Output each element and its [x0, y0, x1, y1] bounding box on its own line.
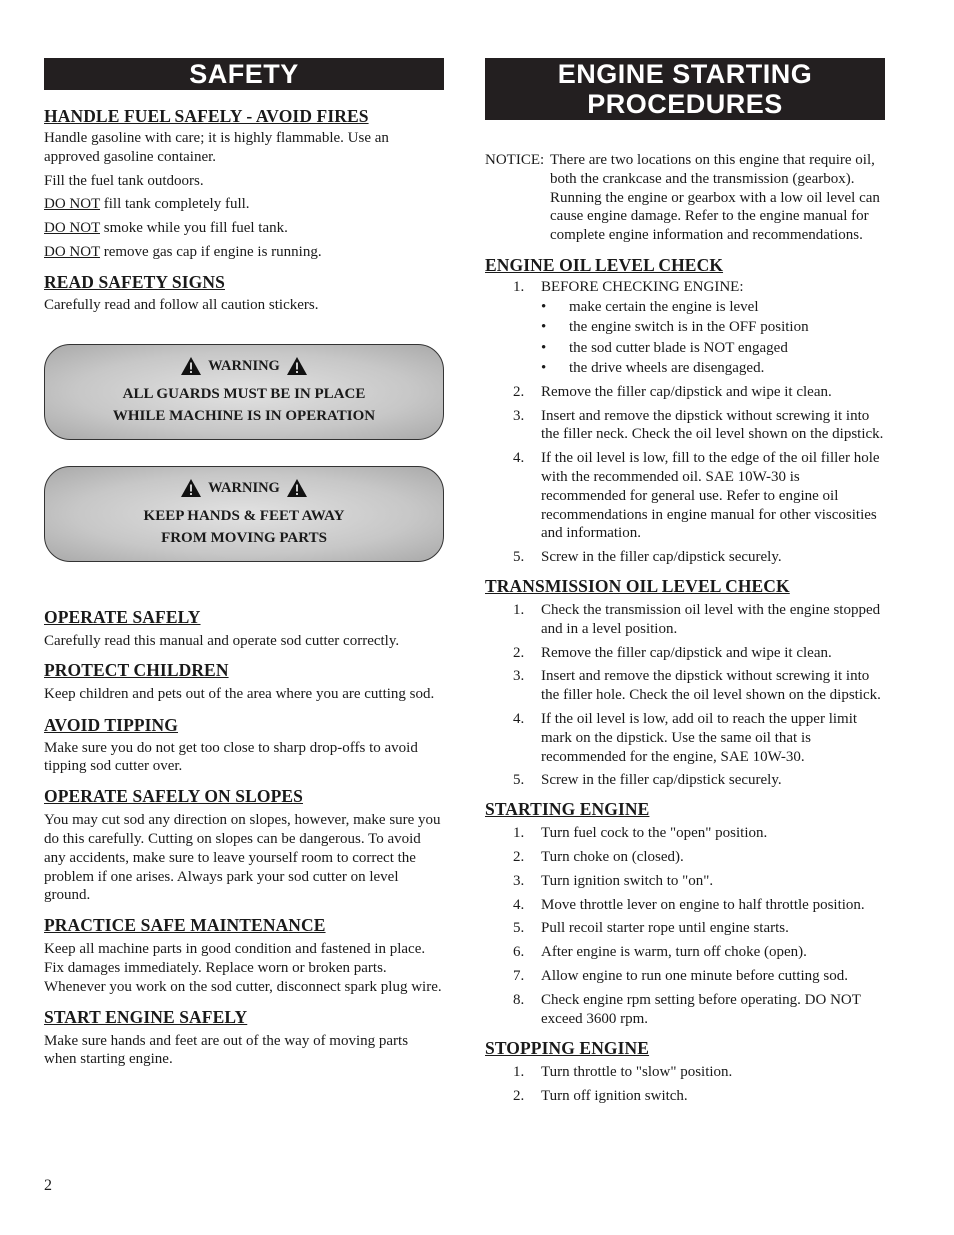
list-item	[485, 358, 885, 379]
engine-column	[485, 58, 885, 1106]
list-item	[485, 710, 885, 766]
warning-triangle-icon	[286, 356, 308, 376]
list-item	[485, 601, 885, 639]
step-number: 6.	[513, 944, 525, 961]
warning-label: WARNING	[208, 358, 280, 374]
step-text: Screw in the filler cap/dipstick securely.	[541, 772, 782, 789]
warning-plate-hands	[44, 466, 444, 562]
paragraph: Handle gasoline with care; it is highly flammable. Use an approved gasoline container.	[44, 130, 389, 165]
bullet: •	[541, 319, 547, 336]
section-heading: OPERATE SAFELY ON SLOPES	[44, 786, 303, 807]
step-number: 5.	[513, 549, 525, 566]
list-item	[485, 991, 885, 1029]
step-text: Check engine rpm setting before operating. DO NOT exceed 3600 rpm.	[541, 991, 861, 1027]
step-text: Allow engine to run one minute before cutting sod.	[541, 967, 849, 984]
step-text: Check the transmission oil level with the engine stopped and in a level position.	[541, 601, 881, 637]
step-number: 3.	[513, 668, 525, 685]
step-text: After engine is warm, turn off choke (open).	[541, 944, 807, 961]
section-heading: OPERATE SAFELY	[44, 607, 201, 627]
list-item	[485, 407, 885, 445]
list-item	[485, 297, 885, 318]
section-heading: PRACTICE SAFE MAINTENANCE	[44, 915, 326, 936]
list-item	[485, 848, 885, 867]
warning-triangle-icon	[180, 356, 202, 376]
paragraph: You may cut sod any direction on slopes, however, make sure you do this carefully. Cutting on slopes can be dangerous. To avoid any accidents, make sure to leave yourself room to correct the problem if one arises. Always park your sod cutter on level ground.	[44, 812, 441, 904]
step-number: 2.	[513, 848, 525, 865]
step-number: 3.	[513, 407, 525, 424]
list-item	[485, 338, 885, 359]
list-item	[485, 548, 885, 567]
list-item	[485, 278, 885, 297]
do-not-label: DO NOT	[44, 220, 100, 237]
list-item	[485, 872, 885, 891]
do-not-label: DO NOT	[44, 243, 100, 260]
step-number: 5.	[513, 920, 525, 937]
warning-plate-guards	[44, 344, 444, 440]
warning-title	[45, 355, 443, 377]
do-not-text: fill tank completely full.	[99, 196, 250, 213]
step-text: Insert and remove the dipstick without screwing it into the filler hole. Check the oil level shown on the dipstick.	[541, 668, 881, 704]
step-text: Turn off ignition switch.	[541, 1088, 688, 1105]
list-item	[485, 383, 885, 402]
paragraph: Fill the fuel tank outdoors.	[44, 172, 204, 189]
step-number: 2.	[513, 644, 525, 661]
banner-line: ENGINE STARTING	[557, 59, 813, 89]
step-number: 1.	[513, 601, 525, 618]
list-item	[485, 317, 885, 338]
step-text: Move throttle lever on engine to half throttle position.	[541, 896, 865, 913]
section-heading: START ENGINE SAFELY	[44, 1006, 248, 1027]
page-number: 2	[44, 1177, 52, 1194]
do-not-text: remove gas cap if engine is running.	[99, 243, 322, 260]
section-heading: TRANSMISSION OIL LEVEL CHECK	[485, 575, 790, 596]
warning-line: FROM MOVING PARTS	[161, 530, 327, 546]
transmission-oil-steps	[485, 601, 885, 790]
warning-line: ALL GUARDS MUST BE IN PLACE	[122, 386, 366, 402]
stopping-engine-steps	[485, 1063, 885, 1106]
do-not-text: smoke while you fill fuel tank.	[99, 220, 288, 237]
paragraph: Carefully read this manual and operate sod cutter correctly.	[44, 633, 400, 649]
step-number: 5.	[513, 772, 525, 789]
bullet: •	[541, 298, 547, 315]
step-number: 1.	[513, 278, 525, 295]
safety-banner: SAFETY	[44, 58, 444, 90]
list-item	[485, 771, 885, 790]
paragraph	[44, 195, 444, 214]
section-heading: STARTING ENGINE	[485, 799, 650, 820]
step-text: Remove the filler cap/dipstick and wipe it clean.	[541, 383, 832, 400]
engine-oil-steps-cont	[485, 383, 885, 567]
bullet-text: the sod cutter blade is NOT engaged	[569, 339, 788, 356]
step-text: Remove the filler cap/dipstick and wipe it clean.	[541, 644, 832, 661]
list-item	[485, 449, 885, 543]
paragraph: Keep all machine parts in good condition and fastened in place. Fix damages immediately. Replace worn or broken parts. Whenever you work on the sod cutter, disconnect spark plug wire.	[44, 941, 442, 995]
step-text: Pull recoil starter rope until engine starts.	[541, 920, 789, 937]
step-number: 2.	[513, 383, 525, 400]
paragraph: Make sure you do not get too close to sharp drop-offs to avoid tipping sod cutter over.	[44, 739, 418, 775]
paragraph: Keep children and pets out of the area where you are cutting sod.	[44, 685, 435, 702]
section-heading: PROTECT CHILDREN	[44, 659, 229, 680]
step-number: 1.	[513, 1064, 525, 1081]
bullet: •	[541, 360, 547, 377]
notice-block	[485, 151, 885, 245]
bullet-text: make certain the engine is level	[569, 298, 759, 315]
engine-banner	[485, 58, 885, 120]
list-item	[485, 896, 885, 915]
step-text: If the oil level is low, fill to the edge of the oil filler hole with the recommended oil. SAE 10W-30 is recommended for general use. Refer to engine oil recommendations in engine manual for other viscosities and information.	[541, 450, 880, 542]
warning-triangle-icon	[286, 478, 308, 498]
safety-column	[44, 58, 444, 315]
step-text: Turn choke on (closed).	[541, 848, 684, 865]
starting-engine-steps	[485, 824, 885, 1028]
notice-label: NOTICE:	[485, 152, 545, 168]
list-item	[485, 824, 885, 843]
section-heading: ENGINE OIL LEVEL CHECK	[485, 254, 724, 275]
step-number: 2.	[513, 1088, 525, 1105]
list-item	[485, 644, 885, 663]
bullet-text: the engine switch is in the OFF position	[569, 319, 809, 336]
list-item	[485, 967, 885, 986]
engine-oil-bullets	[485, 297, 885, 379]
paragraph	[44, 243, 444, 262]
bullet: •	[541, 339, 547, 356]
notice-text: There are two locations on this engine that require oil, both the crankcase and the transmission (gearbox). Running the engine or gearbox with a low oil level can cause engine damage. Refer to the engine manual for complete engine information and recommendations.	[550, 152, 880, 244]
step-text: Insert and remove the dipstick without screwing it into the filler neck. Check the oil level shown on the dipstick.	[541, 407, 884, 443]
step-text: Turn fuel cock to the "open" position.	[541, 825, 768, 842]
warning-line: KEEP HANDS & FEET AWAY	[143, 508, 345, 524]
warning-triangle-icon	[180, 478, 202, 498]
step-number: 3.	[513, 872, 525, 889]
step-number: 7.	[513, 967, 525, 984]
warning-line: WHILE MACHINE IS IN OPERATION	[112, 408, 376, 424]
paragraph: Make sure hands and feet are out of the way of moving parts when starting engine.	[44, 1032, 409, 1068]
step-text: Screw in the filler cap/dipstick securely.	[541, 549, 782, 566]
paragraph: Carefully read and follow all caution stickers.	[44, 296, 319, 313]
warning-label: WARNING	[208, 480, 280, 496]
do-not-label: DO NOT	[44, 196, 100, 213]
step-number: 4.	[513, 450, 525, 467]
step-number: 8.	[513, 991, 525, 1008]
list-item	[485, 667, 885, 705]
list-item	[485, 1087, 885, 1106]
section-heading: AVOID TIPPING	[44, 714, 179, 735]
engine-oil-steps	[485, 278, 885, 297]
section-heading: READ SAFETY SIGNS	[44, 271, 225, 292]
section-heading: STOPPING ENGINE	[485, 1038, 650, 1059]
list-item	[485, 919, 885, 938]
step-number: 4.	[513, 710, 525, 727]
step-text: Turn ignition switch to "on".	[541, 872, 714, 889]
section-heading: HANDLE FUEL SAFELY - AVOID FIRES	[44, 106, 369, 126]
banner-line: PROCEDURES	[587, 89, 783, 119]
step-number: 1.	[513, 825, 525, 842]
step-text: BEFORE CHECKING ENGINE:	[541, 278, 744, 295]
list-item	[485, 943, 885, 962]
warning-title	[45, 477, 443, 499]
safety-column-lower	[44, 607, 444, 1069]
step-text: If the oil level is low, add oil to reach the upper limit mark on the dipstick. Use the same oil that is recommended for the engine, SAE 10W-30.	[541, 710, 858, 765]
paragraph	[44, 219, 444, 238]
step-number: 4.	[513, 896, 525, 913]
bullet-text: the drive wheels are disengaged.	[569, 360, 765, 377]
step-text: Turn throttle to "slow" position.	[541, 1064, 733, 1081]
list-item	[485, 1063, 885, 1082]
